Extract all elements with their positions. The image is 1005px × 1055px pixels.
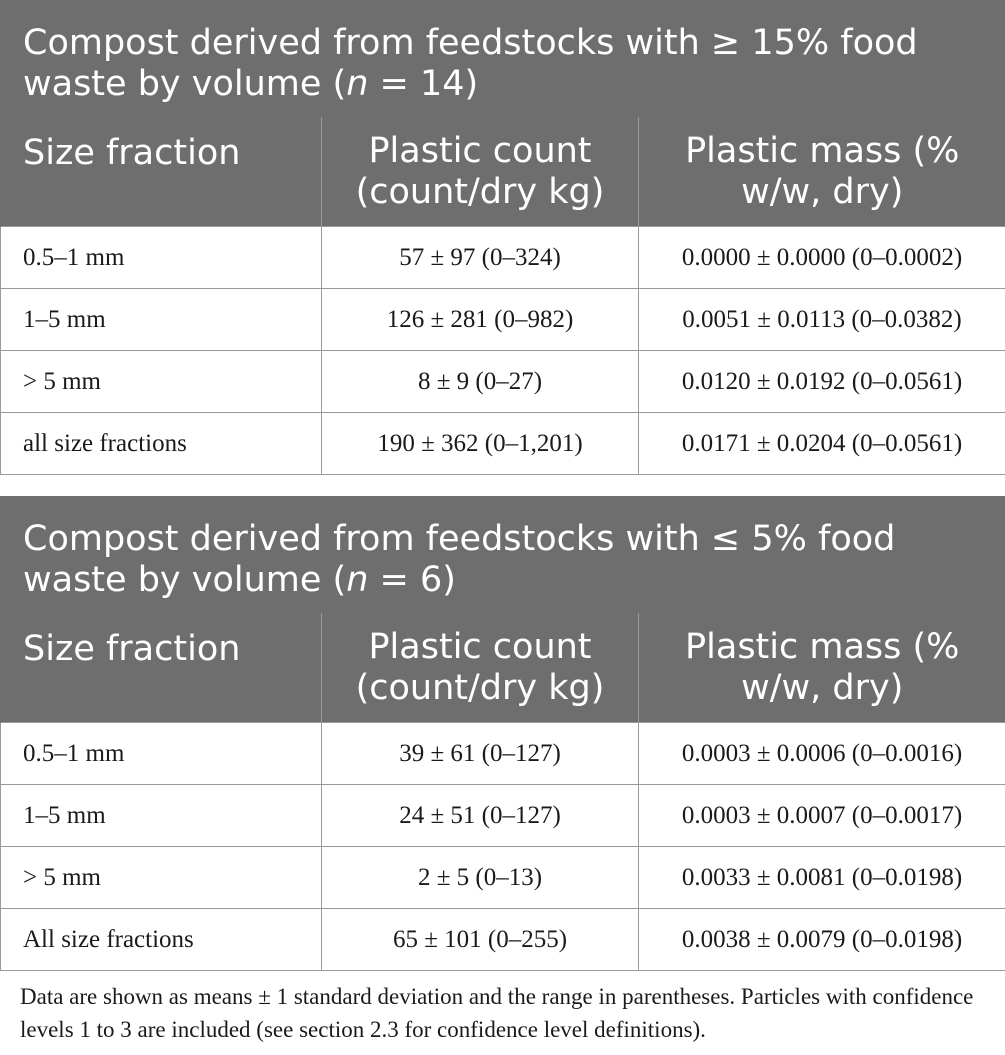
table-row [1, 227, 1005, 289]
plastic-count-cell: 39 ± 61 (0–127) [322, 723, 639, 785]
plastic-mass-cell: 0.0120 ± 0.0192 (0–0.0561) [639, 351, 1005, 413]
column-header-size-fraction: Size fraction [1, 613, 322, 723]
plastic-mass-cell: 0.0038 ± 0.0079 (0–0.0198) [639, 909, 1005, 971]
size-fraction-cell: 0.5–1 mm [1, 723, 322, 785]
size-fraction-cell: 1–5 mm [1, 785, 322, 847]
size-fraction-cell: all size fractions [1, 413, 322, 475]
plastic-mass-cell: 0.0033 ± 0.0081 (0–0.0198) [639, 847, 1005, 909]
table-row [1, 289, 1005, 351]
table-low-food-waste [0, 496, 1005, 971]
plastic-count-cell: 2 ± 5 (0–13) [322, 847, 639, 909]
column-header-plastic-mass: Plastic mass (% w/w, dry) [639, 117, 1005, 227]
plastic-count-cell: 190 ± 362 (0–1,201) [322, 413, 639, 475]
plastic-count-cell: 8 ± 9 (0–27) [322, 351, 639, 413]
table-row [1, 351, 1005, 413]
table-row [1, 847, 1005, 909]
table-row [1, 785, 1005, 847]
column-header-size-fraction: Size fraction [1, 117, 322, 227]
size-fraction-cell: > 5 mm [1, 351, 322, 413]
plastic-count-cell: 24 ± 51 (0–127) [322, 785, 639, 847]
plastic-mass-cell: 0.0000 ± 0.0000 (0–0.0002) [639, 227, 1005, 289]
plastic-count-cell: 57 ± 97 (0–324) [322, 227, 639, 289]
table-row [1, 413, 1005, 475]
column-header-plastic-count: Plastic count (count/dry kg) [322, 613, 639, 723]
plastic-count-cell: 65 ± 101 (0–255) [322, 909, 639, 971]
column-header-plastic-mass: Plastic mass (% w/w, dry) [639, 613, 1005, 723]
table-title: Compost derived from feedstocks with ≤ 5% food waste by volume (n = 6) [1, 497, 1005, 613]
plastic-mass-cell: 0.0171 ± 0.0204 (0–0.0561) [639, 413, 1005, 475]
plastic-count-cell: 126 ± 281 (0–982) [322, 289, 639, 351]
size-fraction-cell: 1–5 mm [1, 289, 322, 351]
plastic-mass-cell: 0.0003 ± 0.0007 (0–0.0017) [639, 785, 1005, 847]
table-footnote: Data are shown as means ± 1 standard deviation and the range in parentheses. Particles with confidence levels 1 to 3 are included (see section 2.3 for confidence level definitions). [20, 984, 974, 1042]
plastic-mass-cell: 0.0003 ± 0.0006 (0–0.0016) [639, 723, 1005, 785]
table-title: Compost derived from feedstocks with ≥ 15% food waste by volume (n = 14) [1, 1, 1005, 117]
plastic-mass-cell: 0.0051 ± 0.0113 (0–0.0382) [639, 289, 1005, 351]
column-header-plastic-count: Plastic count (count/dry kg) [322, 117, 639, 227]
size-fraction-cell: All size fractions [1, 909, 322, 971]
size-fraction-cell: > 5 mm [1, 847, 322, 909]
table-high-food-waste [0, 0, 1005, 475]
size-fraction-cell: 0.5–1 mm [1, 227, 322, 289]
table-row [1, 909, 1005, 971]
table-row [1, 723, 1005, 785]
